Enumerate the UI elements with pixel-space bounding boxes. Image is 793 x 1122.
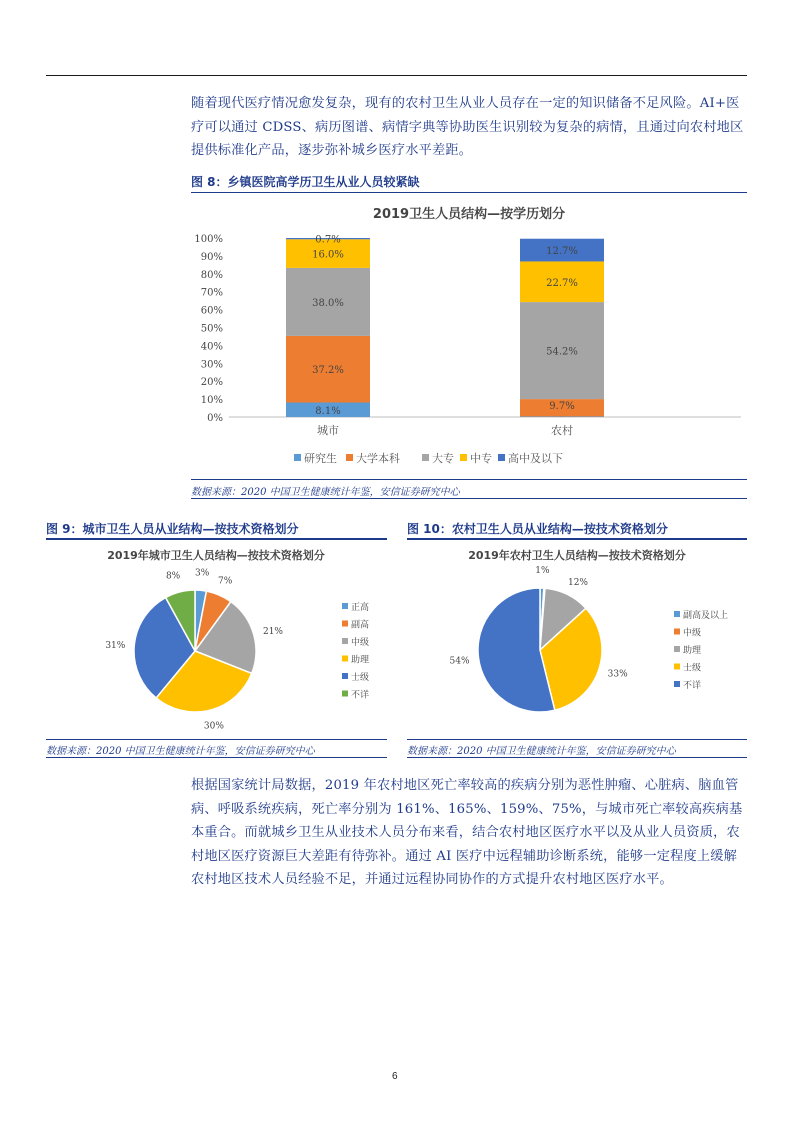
- figure-9-source: 数据来源：2020 中国卫生健康统计年鉴，安信证券研究中心: [46, 746, 315, 757]
- y-tick-label: 40%: [200, 341, 223, 353]
- legend-label: 大专: [432, 452, 454, 465]
- figure-9-top-rule: [46, 538, 387, 540]
- legend-label: 正高: [351, 603, 370, 613]
- chart-title: 2019年城市卫生人员结构—按技术资格划分: [107, 549, 325, 562]
- y-tick-label: 70%: [200, 287, 223, 299]
- y-tick-label: 50%: [200, 323, 223, 335]
- y-tick-label: 80%: [200, 269, 223, 281]
- figure-8-title: 图 8：乡镇医院高学历卫生从业人员较紧缺: [191, 175, 420, 189]
- legend-swatch: [422, 454, 429, 461]
- data-label: 0.7%: [315, 234, 341, 246]
- rural-qualification-pie-chart: [407, 542, 747, 737]
- legend-swatch: [342, 621, 348, 627]
- chart-title: 2019年农村卫生人员结构—按技术资格划分: [468, 549, 686, 562]
- legend-label: 助理: [351, 655, 370, 666]
- data-label: 8.1%: [315, 405, 341, 417]
- legend-label: 副高: [351, 620, 370, 631]
- data-label: 31%: [105, 640, 126, 651]
- legend-label: 士级: [683, 663, 702, 674]
- figure-10-source: 数据来源：2020 中国卫生健康统计年鉴，安信证券研究中心: [407, 746, 676, 757]
- figure-10-title: 图 10：农村卫生人员从业结构—按技术资格划分: [407, 522, 668, 536]
- legend-label: 大学本科: [356, 452, 400, 465]
- legend-label: 助理: [683, 646, 702, 656]
- figure-9-title: 图 9：城市卫生人员从业结构—按技术资格划分: [46, 522, 299, 536]
- figure-10-top-rule: [407, 538, 747, 540]
- legend-swatch: [342, 691, 348, 697]
- data-label: 9.7%: [549, 400, 575, 412]
- education-stacked-bar-chart: [191, 195, 747, 475]
- figure-8-bottom-rule: [191, 479, 747, 480]
- figure-9-source-rule: [46, 757, 387, 758]
- y-tick-label: 90%: [200, 251, 223, 263]
- data-label: 8%: [165, 571, 181, 582]
- legend-swatch: [674, 611, 680, 617]
- data-label: 16.0%: [312, 249, 344, 261]
- figure-8-source-rule: [191, 498, 747, 499]
- data-label: 22.7%: [546, 277, 578, 289]
- legend-swatch: [346, 454, 353, 461]
- legend-swatch: [498, 454, 505, 461]
- intro-paragraph: 随着现代医疗情况愈发复杂，现有的农村卫生从业人员存在一定的知识储备不足风险。AI+医疗可以通过 CDSS、病历图谱、病情字典等协助医生识别较为复杂的病情，且通过向农村地区提供标准化产品，逐步弥补城乡医疗水平差距。: [191, 96, 744, 158]
- data-label: 54%: [449, 656, 470, 667]
- data-label: 38.0%: [312, 297, 344, 309]
- legend-label: 高中及以下: [508, 452, 563, 465]
- data-label: 37.2%: [312, 365, 344, 377]
- figure-8-source: 数据来源：2020 中国卫生健康统计年鉴，安信证券研究中心: [191, 487, 460, 498]
- legend-swatch: [342, 656, 348, 662]
- legend-label: 中级: [683, 628, 702, 639]
- chart-title: 2019卫生人员结构—按学历划分: [372, 207, 566, 222]
- legend-swatch: [294, 454, 301, 461]
- data-label: 30%: [203, 721, 224, 732]
- figure-10-source-rule: [407, 757, 747, 758]
- urban-qualification-pie-chart: [46, 542, 387, 737]
- legend-swatch: [674, 646, 680, 652]
- legend-swatch: [674, 664, 680, 670]
- legend-swatch: [342, 638, 348, 644]
- data-label: 54.2%: [546, 346, 578, 358]
- y-tick-label: 60%: [200, 305, 223, 317]
- category-label: 城市: [317, 424, 339, 437]
- y-tick-label: 0%: [207, 413, 223, 424]
- figure-10-bottom-rule: [407, 739, 747, 740]
- legend-label: 中专: [470, 452, 492, 465]
- figure-9-bottom-rule: [46, 739, 387, 740]
- figure-8-top-rule: [191, 192, 747, 193]
- y-tick-label: 30%: [200, 359, 223, 371]
- legend-swatch: [342, 603, 348, 609]
- data-label: 12.7%: [546, 246, 578, 258]
- page-number: 6: [392, 1071, 398, 1082]
- legend-swatch: [460, 454, 467, 461]
- y-tick-label: 100%: [194, 234, 223, 245]
- conclusion-paragraph: 根据国家统计局数据，2019 年农村地区死亡率较高的疾病分别为恶性肿瘤、心脏病、脑血管病、呼吸系统疾病，死亡率分别为 161%、165%、159%、75%，与城市死亡率较高疾病基本重合。而就城乡卫生从业技术人员分布来看，结合农村地区医疗水平以及从业人员资质，农村地区医疗资源巨大差距有待弥补。通过 AI 医疗中远程辅助诊断系统，能够一定程度上缓解农村地区技术人员经验不足，并通过远程协同协作的方式提升农村地区医疗水平。: [191, 778, 743, 887]
- legend-label: 不详: [351, 690, 370, 701]
- legend-swatch: [342, 673, 348, 679]
- data-label: 21%: [262, 626, 283, 637]
- header-rule: [46, 75, 747, 76]
- y-tick-label: 20%: [200, 377, 223, 389]
- data-label: 33%: [607, 669, 628, 680]
- category-label: 农村: [551, 424, 573, 437]
- legend-label: 研究生: [304, 452, 337, 465]
- data-label: 7%: [218, 576, 233, 587]
- legend-label: 中级: [351, 638, 370, 648]
- legend-label: 士级: [351, 673, 370, 683]
- y-tick-label: 10%: [200, 395, 223, 407]
- data-label: 3%: [195, 568, 210, 579]
- legend-swatch: [674, 681, 680, 687]
- data-label: 1%: [535, 566, 550, 577]
- legend-label: 不详: [683, 681, 702, 691]
- legend-swatch: [674, 629, 680, 635]
- legend-label: 副高及以上: [683, 611, 729, 621]
- data-label: 12%: [567, 577, 589, 588]
